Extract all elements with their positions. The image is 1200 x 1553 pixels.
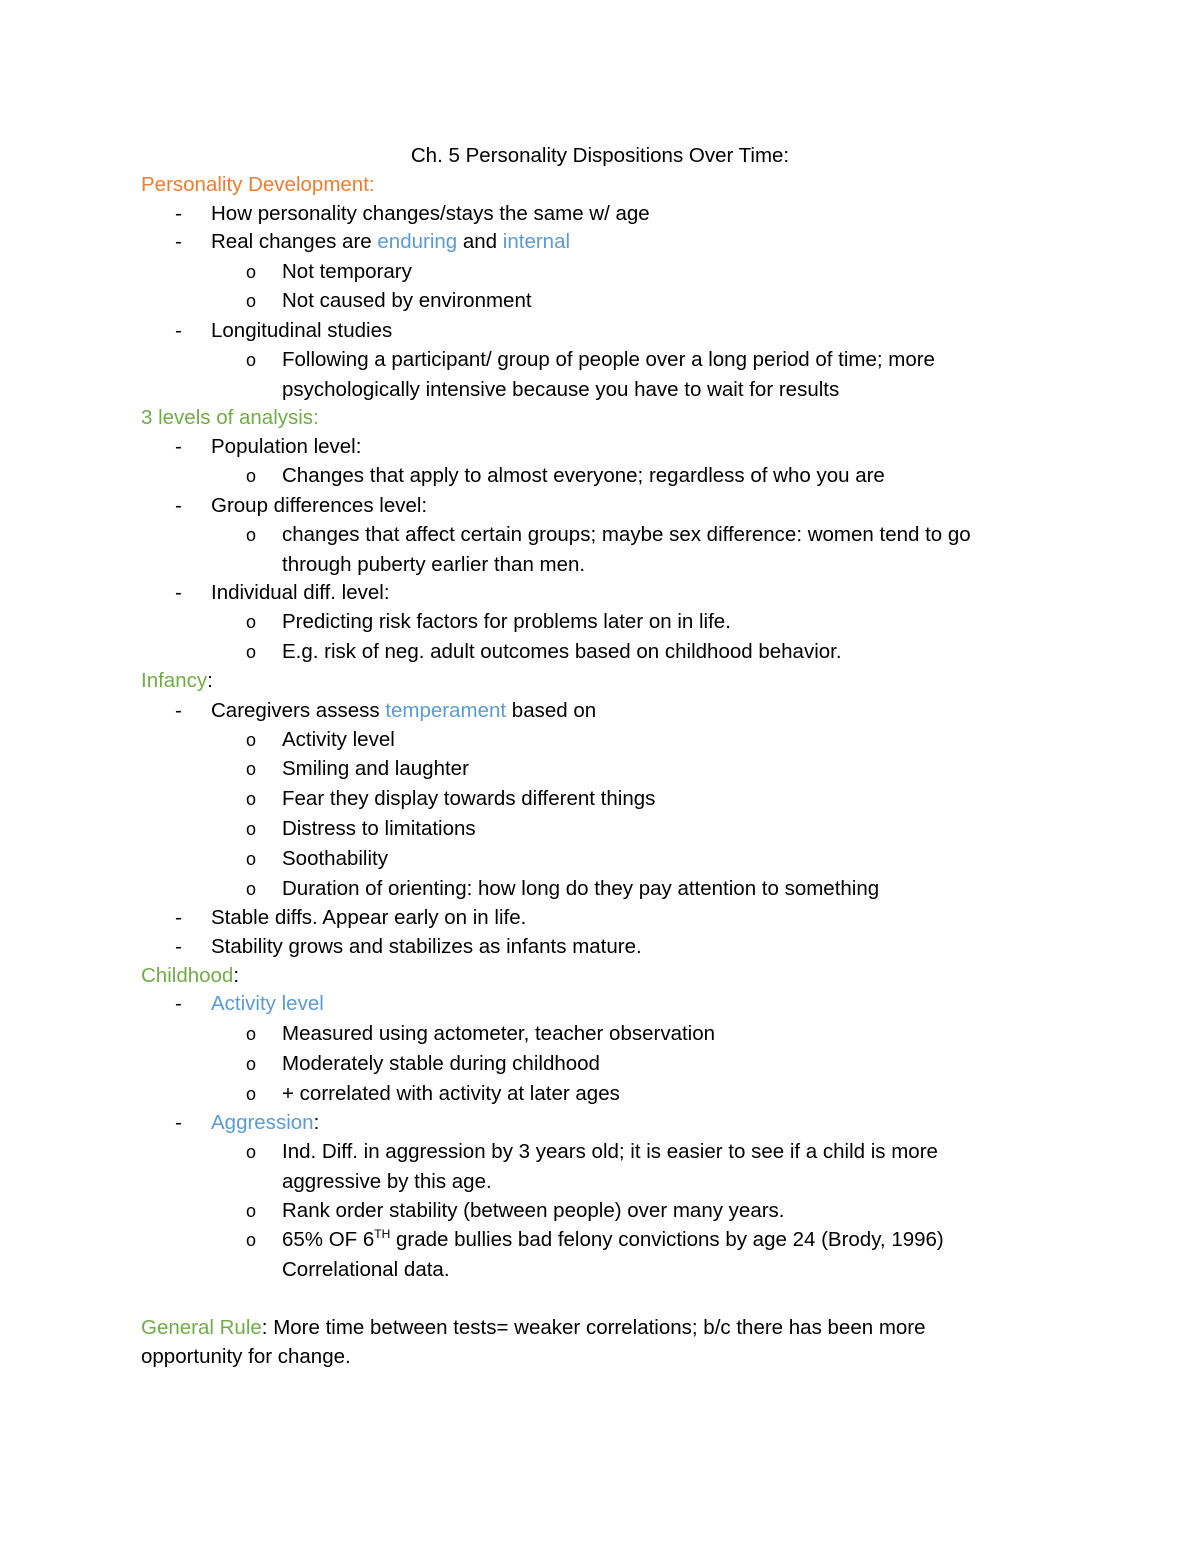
list-item-aggression: [211, 1109, 319, 1137]
item-text: 65% OF 6: [282, 1228, 375, 1251]
bullet-marker: o: [246, 1230, 257, 1250]
keyword-internal: internal: [502, 230, 571, 253]
bullet-marker: o: [246, 642, 257, 662]
sub-list-item-continuation: through puberty earlier than men.: [282, 553, 586, 576]
sub-list-item-continuation: aggressive by this age.: [282, 1170, 492, 1193]
item-text: and: [457, 230, 503, 253]
heading-label: Infancy: [141, 669, 208, 692]
dash-marker: -: [175, 1111, 182, 1134]
bullet-marker: o: [246, 730, 257, 750]
dash-marker: -: [175, 435, 182, 458]
bullet-marker: o: [246, 466, 257, 486]
item-text: grade bullies bad felony convictions by age 24 (Brody, 1996): [390, 1228, 944, 1251]
bullet-marker: o: [246, 1201, 257, 1221]
bullet-marker: o: [246, 1142, 257, 1162]
section-heading-infancy: [141, 667, 213, 695]
list-item: Population level:: [211, 435, 362, 458]
bullet-marker: o: [246, 819, 257, 839]
general-rule-text: : More time between tests= weaker correlations; b/c there has been more: [261, 1316, 926, 1339]
sub-list-item: Changes that apply to almost everyone; regardless of who you are: [282, 464, 885, 487]
list-item: [211, 228, 570, 256]
dash-marker: -: [175, 935, 182, 958]
keyword-aggression: Aggression: [211, 1111, 314, 1134]
sub-list-item: Not caused by environment: [282, 289, 532, 312]
list-item: Stable diffs. Appear early on in life.: [211, 906, 527, 929]
sub-list-item: Predicting risk factors for problems later on in life.: [282, 610, 731, 633]
bullet-marker: o: [246, 879, 257, 899]
heading-colon: :: [207, 669, 213, 692]
section-heading-childhood: [141, 962, 239, 990]
sub-list-item: Ind. Diff. in aggression by 3 years old; it is easier to see if a child is more: [282, 1140, 938, 1163]
bullet-marker: o: [246, 612, 257, 632]
general-rule-paragraph: [141, 1314, 926, 1342]
bullet-marker: o: [246, 525, 257, 545]
list-item-activity-level: Activity level: [211, 992, 324, 1015]
sub-list-item: Soothability: [282, 847, 388, 870]
bullet-marker: o: [246, 262, 257, 282]
bullet-marker: o: [246, 1024, 257, 1044]
sub-list-item: Distress to limitations: [282, 817, 476, 840]
dash-marker: -: [175, 202, 182, 225]
sub-list-item: Duration of orienting: how long do they pay attention to something: [282, 877, 880, 900]
superscript-th: TH: [374, 1227, 391, 1241]
page-title: Ch. 5 Personality Dispositions Over Time:: [410, 144, 790, 167]
item-colon: :: [313, 1111, 320, 1134]
heading-colon: :: [233, 964, 240, 987]
general-rule-label: General Rule: [141, 1316, 262, 1339]
sub-list-item: Measured using actometer, teacher observation: [282, 1022, 716, 1045]
sub-list-item: Activity level: [282, 728, 395, 751]
dash-marker: -: [175, 230, 182, 253]
general-rule-continuation: opportunity for change.: [141, 1345, 351, 1368]
sub-list-item: changes that affect certain groups; maybe sex difference: women tend to go: [282, 523, 971, 546]
bullet-marker: o: [246, 759, 257, 779]
dash-marker: -: [175, 699, 182, 722]
sub-list-item: E.g. risk of neg. adult outcomes based on childhood behavior.: [282, 640, 842, 663]
sub-list-item: + correlated with activity at later ages: [282, 1082, 620, 1105]
sub-list-item-continuation: Correlational data.: [282, 1258, 450, 1281]
keyword-enduring: enduring: [377, 230, 458, 253]
dash-marker: -: [175, 494, 182, 517]
item-text: based on: [506, 699, 597, 722]
sub-list-item: Following a participant/ group of people over a long period of time; more: [282, 348, 935, 371]
bullet-marker: o: [246, 291, 257, 311]
bullet-marker: o: [246, 789, 257, 809]
sub-list-item: [282, 1226, 944, 1254]
list-item: Individual diff. level:: [211, 581, 390, 604]
sub-list-item-continuation: psychologically intensive because you have to wait for results: [282, 378, 840, 401]
dash-marker: -: [175, 581, 182, 604]
section-heading-levels-of-analysis: 3 levels of analysis:: [141, 406, 319, 429]
bullet-marker: o: [246, 1084, 257, 1104]
sub-list-item: Not temporary: [282, 260, 412, 283]
bullet-marker: o: [246, 350, 257, 370]
dash-marker: -: [175, 906, 182, 929]
list-item: Group differences level:: [211, 494, 428, 517]
bullet-marker: o: [246, 849, 257, 869]
keyword-temperament: temperament: [385, 699, 507, 722]
list-item: [211, 697, 596, 725]
section-heading-personality-development: Personality Development:: [141, 173, 375, 196]
sub-list-item: Moderately stable during childhood: [282, 1052, 600, 1075]
item-text: Caregivers assess: [211, 699, 386, 722]
dash-marker: -: [175, 319, 182, 342]
item-text: Real changes are: [211, 230, 378, 253]
bullet-marker: o: [246, 1054, 257, 1074]
heading-label: Childhood: [141, 964, 234, 987]
list-item: How personality changes/stays the same w/ age: [211, 202, 650, 225]
list-item: Longitudinal studies: [211, 319, 393, 342]
sub-list-item: Fear they display towards different things: [282, 787, 656, 810]
dash-marker: -: [175, 992, 182, 1015]
sub-list-item: Smiling and laughter: [282, 757, 469, 780]
list-item: Stability grows and stabilizes as infants mature.: [211, 935, 642, 958]
sub-list-item: Rank order stability (between people) over many years.: [282, 1199, 785, 1222]
